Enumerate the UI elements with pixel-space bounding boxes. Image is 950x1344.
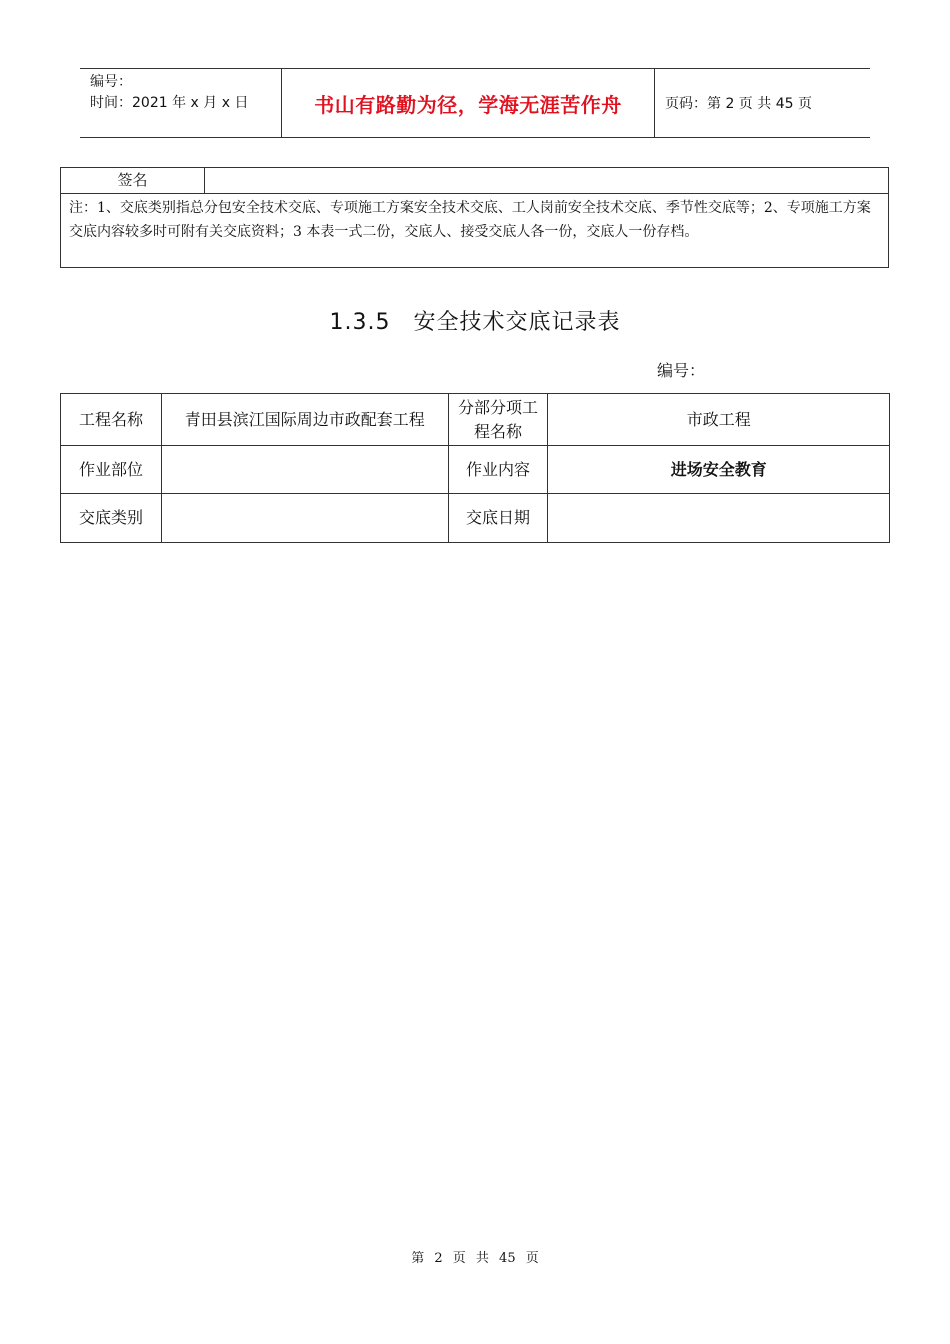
work-location-label: 作业部位 [61, 446, 162, 494]
type-value [161, 494, 448, 543]
date-value [548, 494, 890, 543]
page-footer: 第 2 页 共 45 页 [411, 1251, 539, 1266]
work-content-value: 进场安全教育 [548, 446, 890, 494]
sign-table [60, 167, 889, 268]
table-row [61, 446, 890, 494]
sub-project-value: 市政工程 [548, 394, 890, 446]
sign-label: 签名 [61, 168, 205, 193]
project-name-value: 青田县滨江国际周边市政配套工程 [161, 394, 448, 446]
section-title: 1.3.5 安全技术交底记录表 [329, 310, 621, 335]
type-label: 交底类别 [61, 494, 162, 543]
header-left [90, 72, 248, 114]
date-label: 交底日期 [448, 494, 548, 543]
sign-row [61, 168, 888, 194]
work-content-label: 作业内容 [448, 446, 548, 494]
header-number-label: 编号： [90, 74, 132, 90]
table-row [61, 494, 890, 543]
header-time-label: 时间：2021 年 x 月 x 日 [90, 95, 249, 111]
table-row [61, 394, 890, 446]
header-divider [654, 69, 655, 137]
header-page-info: 页码：第 2 页 共 45 页 [665, 96, 812, 112]
record-table [60, 393, 890, 543]
project-name-label: 工程名称 [61, 394, 162, 446]
header-motto: 书山有路勤为径，学海无涯苦作舟 [314, 92, 622, 117]
work-location-value [161, 446, 448, 494]
code-label: 编号： [657, 361, 706, 380]
sub-project-label: 分部分项工程名称 [448, 394, 548, 446]
page-header [80, 68, 870, 138]
sign-note: 注：1、交底类别指总分包安全技术交底、专项施工方案安全技术交底、工人岗前安全技术交底、季节性交底等；2、专项施工方案交底内容较多时可附有关交底资料；3 本表一式二份，交底人、接受交底人各一份，交底人一份存档。 [69, 200, 871, 240]
